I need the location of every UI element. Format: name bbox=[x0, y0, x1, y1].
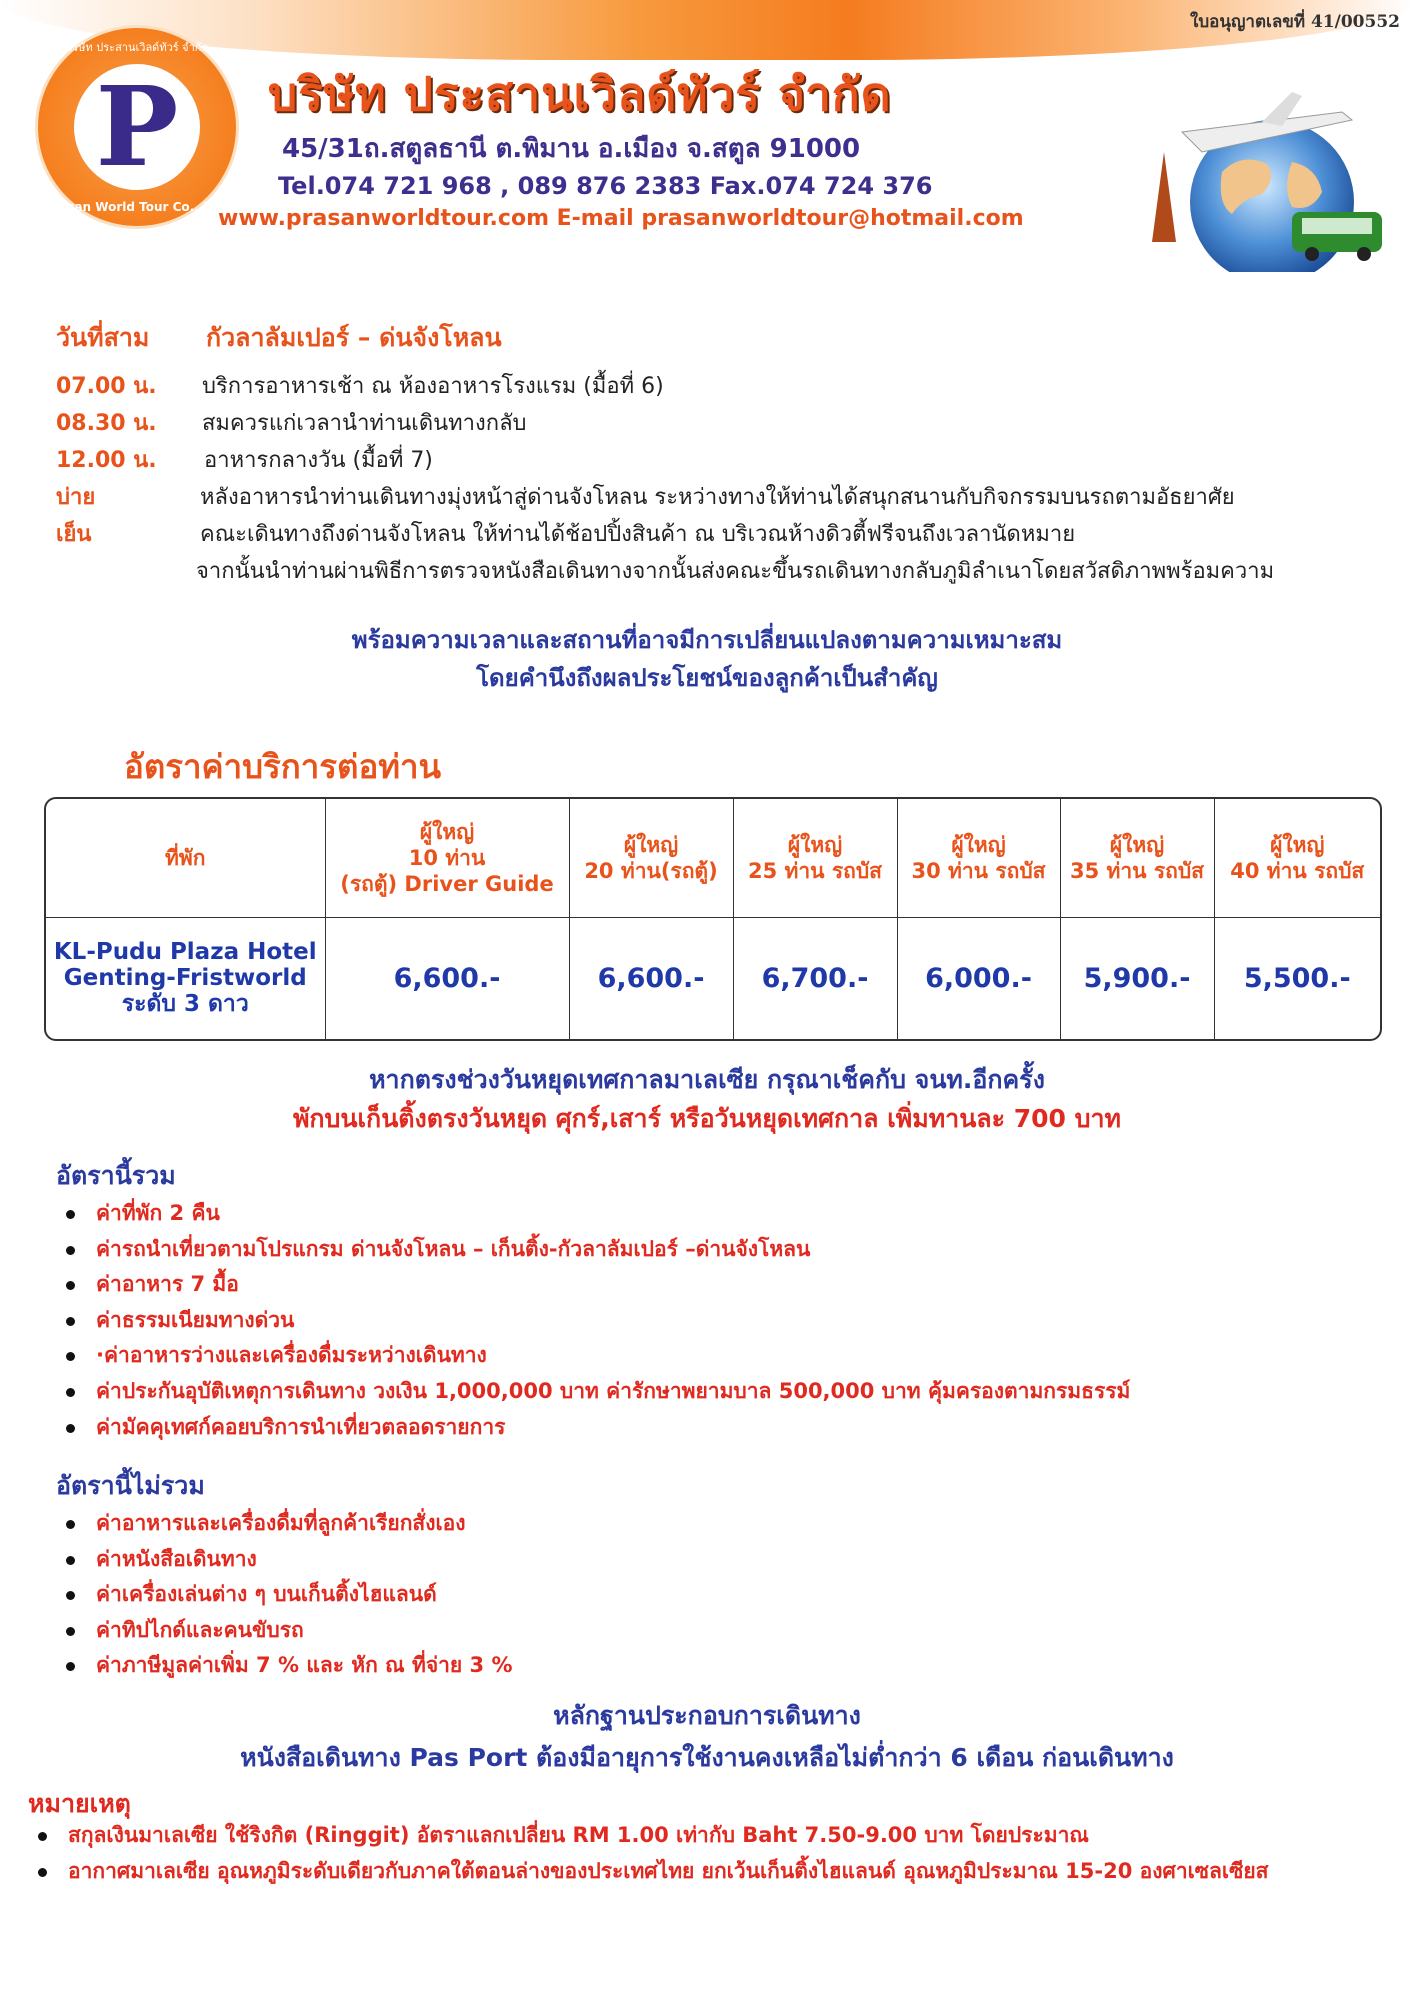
list-item: ค่าภาษีมูลค่าเพิ่ม 7 % และ หัก ณ ที่จ่าย 3 % bbox=[60, 1648, 513, 1684]
day-route: กัวลาลัมเปอร์ – ด่นจังโหลน bbox=[206, 323, 502, 352]
schedule-time: บ่าย bbox=[56, 485, 96, 510]
company-contact: Tel.074 721 968 , 089 876 2383 Fax.074 724 376 bbox=[278, 172, 933, 200]
price-cell: 5,900.- bbox=[1060, 917, 1214, 1039]
license-number: ใบอนุญาตเลขที่ 41/00552 bbox=[1190, 12, 1400, 32]
schedule-time: 07.00 น. bbox=[56, 374, 157, 399]
list-item: ค่าเครื่องเล่นต่าง ๆ บนเก็นติ้งไฮแลนด์ bbox=[60, 1577, 513, 1613]
excluded-heading: อัตรานี้ไม่รวม bbox=[56, 1471, 205, 1500]
price-table bbox=[44, 797, 1382, 1041]
list-item: สกุลเงินมาเลเซีย ใช้ริงกิต (Ringgit) อัตราแลกเปลี่ยน RM 1.00 เท่ากับ Baht 7.50-9.00 บาท โดยประมาณ bbox=[32, 1818, 1268, 1854]
list-item: ค่าธรรมเนียมทางด่วน bbox=[60, 1303, 1130, 1339]
list-item: ค่าหนังสือเดินทาง bbox=[60, 1542, 513, 1578]
schedule-desc: อาหารกลางวัน (มื้อที่ 7) bbox=[204, 448, 433, 473]
price-cell: 6,700.- bbox=[733, 917, 897, 1039]
list-item: ค่าที่พัก 2 คืน bbox=[60, 1196, 1130, 1232]
tower-icon bbox=[1152, 152, 1176, 242]
schedule-desc: บริการอาหารเช้า ณ ห้องอาหารโรงแรม (มื้อที่ 6) bbox=[202, 374, 664, 399]
logo-ring-text-bottom: Prasan World Tour Co., Ltd. bbox=[44, 200, 230, 214]
rates-heading: อัตราค่าบริการต่อท่าน bbox=[124, 747, 442, 786]
schedule-desc: จากนั้นนำท่านผ่านพิธีการตรวจหนังสือเดินทางจากนั้นส่งคณะขึ้นรถเดินทางกลับภูมิลำเนาโดยสวัสดิภาพพร้อมความ bbox=[196, 559, 1275, 584]
passport-requirement: หนังสือเดินทาง Pas Port ต้องมีอายุการใช้งานคงเหลือไม่ต่ำกว่า 6 เดือน ก่อนเดินทาง bbox=[240, 1743, 1174, 1772]
col-header-30pax: ผู้ใหญ่ 30 ท่าน รถบัส bbox=[897, 799, 1060, 917]
schedule-desc: หลังอาหารนำท่านเดินทางมุ่งหน้าสู่ด่านจังโหลน ระหว่างทางให้ท่านได้สนุกสนานกับกิจกรรมบนรถตามอัธยาศัย bbox=[200, 485, 1235, 510]
hotel-cell: KL-Pudu Plaza Hotel Genting-Fristworld ระดับ 3 ดาว bbox=[46, 917, 325, 1039]
day-label: วันที่สาม bbox=[56, 323, 150, 352]
included-heading: อัตรานี้รวม bbox=[56, 1161, 176, 1190]
price-cell: 6,000.- bbox=[897, 917, 1060, 1039]
list-item: ค่ารถนำเที่ยวตามโปรแกรม ด่านจังโหลน – เก็นติ้ง-กัวลาลัมเปอร์ –ด่านจังโหลน bbox=[60, 1232, 1130, 1268]
col-header-hotel: ที่พัก bbox=[46, 799, 325, 917]
list-item: ค่าทิปไกด์และคนขับรถ bbox=[60, 1613, 513, 1649]
list-item: อากาศมาเลเซีย อุณหภูมิระดับเดียวกับภาคใต้ตอนล่างของประเทศไทย ยกเว้นเก็นติ้งไฮแลนด์ อุณหภูมิประมาณ 15-20 องศาเซลเซียส bbox=[32, 1854, 1268, 1890]
remarks-list bbox=[32, 1818, 1268, 1889]
company-logo bbox=[38, 28, 236, 226]
col-header-20pax: ผู้ใหญ่ 20 ท่าน(รถตู้) bbox=[569, 799, 733, 917]
list-item: ค่าอาหาร 7 มื้อ bbox=[60, 1267, 1130, 1303]
schedule-time: 08.30 น. bbox=[56, 411, 157, 436]
price-cell: 5,500.- bbox=[1243, 962, 1351, 994]
table-row bbox=[46, 917, 1380, 1039]
change-notice-line1: พร้อมความเวลาและสถานที่อาจมีการเปลี่ยนแปลงตามความเหมาะสม bbox=[351, 626, 1063, 654]
list-item: ·ค่าอาหารว่างและเครื่องดื่มระหว่างเดินทาง bbox=[60, 1338, 1130, 1374]
schedule-time: 12.00 น. bbox=[56, 448, 157, 473]
col-header-10pax: ผู้ใหญ่ 10 ท่าน (รถตู้) Driver Guide bbox=[325, 799, 569, 917]
company-name: บริษัท ประสานเวิลด์ทัวร์ จำกัด bbox=[268, 67, 892, 121]
change-notice-line2: โดยคำนึงถึงผลประโยชน์ของลูกค้าเป็นสำคัญ bbox=[476, 664, 938, 692]
travel-globe-illustration bbox=[1142, 92, 1382, 272]
excluded-list bbox=[60, 1506, 513, 1684]
schedule-desc: คณะเดินทางถึงด่านจังโหลน ให้ท่านได้ช้อปปิ้งสินค้า ณ บริเวณห้างดิวตี้ฟรีจนถึงเวลานัดหมาย bbox=[200, 522, 1076, 547]
col-header-35pax: ผู้ใหญ่ 35 ท่าน รถบัส bbox=[1060, 799, 1214, 917]
travel-documents-title: หลักฐานประกอบการเดินทาง bbox=[553, 1701, 861, 1730]
holiday-surcharge: พักบนเก็นติ้งตรงวันหยุด ศุกร์,เสาร์ หรือวันหยุดเทศกาล เพิ่มทานละ 700 บาท bbox=[292, 1104, 1122, 1133]
list-item: ค่าอาหารและเครื่องดื่มที่ลูกค้าเรียกสั่งเอง bbox=[60, 1506, 513, 1542]
price-cell: 6,600.- bbox=[569, 917, 733, 1039]
col-header-40pax: ผู้ใหญ่ 40 ท่าน รถบัส bbox=[1214, 799, 1380, 917]
schedule-time: เย็น bbox=[56, 522, 92, 547]
price-cell: 6,600.- bbox=[325, 917, 569, 1039]
logo-letter: P bbox=[95, 62, 179, 191]
list-item: ค่าประกันอุบัติเหตุการเดินทาง วงเงิน 1,000,000 บาท ค่ารักษาพยามบาล 500,000 บาท คุ้มครองตามกรมธรรม์ bbox=[60, 1374, 1130, 1410]
remarks-heading: หมายเหตุ bbox=[28, 1789, 131, 1818]
table-header-row bbox=[46, 799, 1380, 917]
logo-ring-text-top: บริษัท ประสานเวิลด์ทัวร์ จำกัด bbox=[65, 41, 209, 54]
included-list bbox=[60, 1196, 1130, 1445]
col-header-25pax: ผู้ใหญ่ 25 ท่าน รถบัส bbox=[733, 799, 897, 917]
schedule-desc: สมควรแก่เวลานำท่านเดินทางกลับ bbox=[202, 411, 527, 436]
holiday-notice: หากตรงช่วงวันหยุดเทศกาลมาเลเซีย กรุณาเช็คกับ จนท.อีกครั้ง bbox=[369, 1065, 1045, 1094]
company-address: 45/31ถ.สตูลธานี ต.พิมาน อ.เมือง จ.สตูล 91000 bbox=[282, 134, 861, 164]
company-web-email: www.prasanworldtour.com E-mail prasanworldtour@hotmail.com bbox=[218, 206, 1024, 231]
list-item: ค่ามัคคุเทศก์คอยบริการนำเที่ยวตลอดรายการ bbox=[60, 1410, 1130, 1446]
